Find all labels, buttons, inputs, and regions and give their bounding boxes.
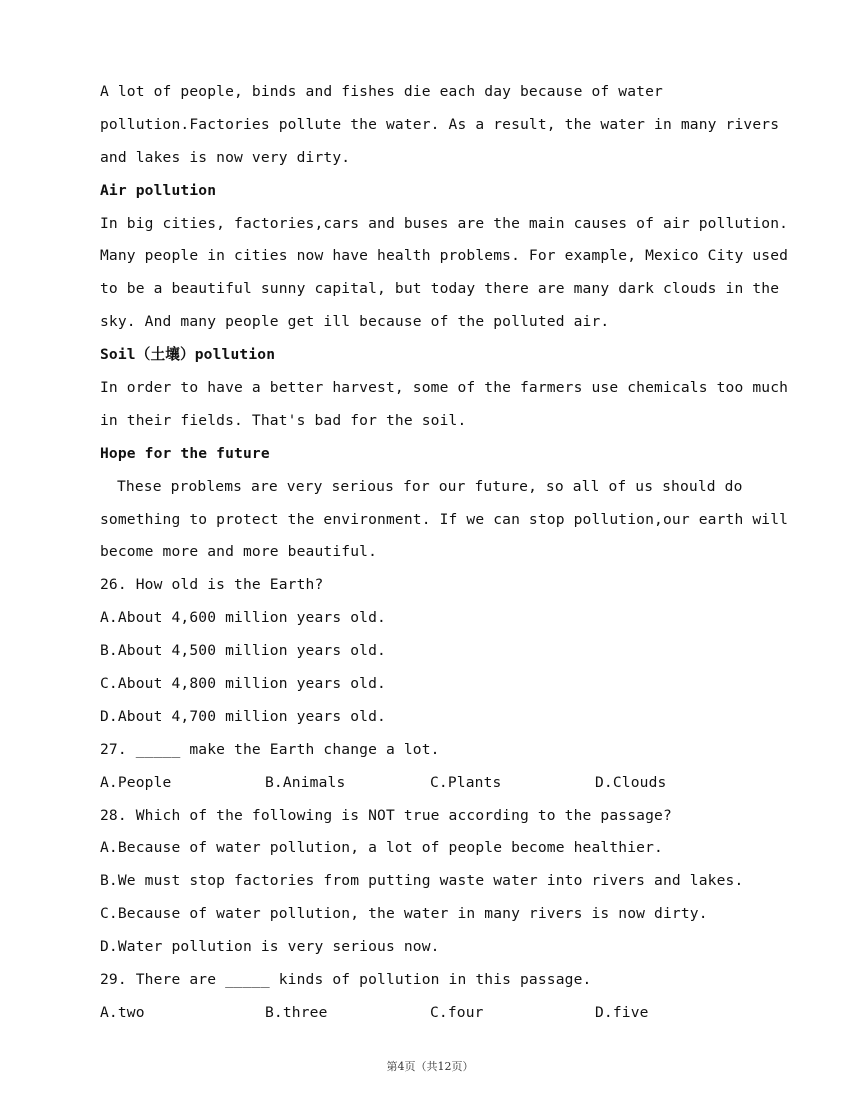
water-pollution-line: pollution.Factories pollute the water. As a result, the water in many rivers	[100, 115, 780, 133]
question-28-option: A.Because of water pollution, a lot of people become healthier.	[100, 839, 663, 857]
question-29-options	[100, 997, 760, 1030]
question-29-option: A.two	[100, 1003, 145, 1021]
question-27-option: A.People	[100, 773, 172, 791]
soil-pollution-heading: Soil（土壤）pollution	[100, 346, 276, 364]
document-content	[100, 76, 789, 1030]
air-pollution-line: Many people in cities now have health problems. For example, Mexico City used	[100, 247, 789, 265]
air-pollution-line: to be a beautiful sunny capital, but today there are many dark clouds in the	[100, 280, 780, 298]
air-pollution-heading: Air pollution	[100, 181, 217, 199]
water-pollution-line: and lakes is now very dirty.	[100, 148, 351, 166]
question-27-option: C.Plants	[430, 773, 502, 791]
question-27-stem: 27. _____ make the Earth change a lot.	[100, 740, 440, 758]
air-pollution-line: In big cities, factories,cars and buses are the main causes of air pollution.	[100, 214, 789, 232]
hope-line: become more and more beautiful.	[100, 543, 378, 561]
question-28-stem: 28. Which of the following is NOT true according to the passage?	[100, 806, 672, 824]
question-27-option: B.Animals	[265, 773, 346, 791]
question-27-option: D.Clouds	[595, 773, 667, 791]
water-pollution-line: A lot of people, binds and fishes die each day because of water	[100, 83, 663, 100]
question-27-options	[100, 767, 760, 800]
question-26-stem: 26. How old is the Earth?	[100, 576, 324, 594]
question-29-stem: 29. There are _____ kinds of pollution in this passage.	[100, 971, 592, 989]
question-28-option: B.We must stop factories from putting waste water into rivers and lakes.	[100, 872, 744, 890]
hope-line: something to protect the environment. If we can stop pollution,our earth will	[100, 510, 789, 528]
question-26-option: B.About 4,500 million years old.	[100, 642, 386, 660]
question-28-option: D.Water pollution is very serious now.	[100, 938, 440, 956]
question-26-option: C.About 4,800 million years old.	[100, 675, 386, 693]
page-number-footer: 第4页（共12页）	[386, 1060, 474, 1073]
soil-pollution-line: in their fields. That's bad for the soil.	[100, 411, 467, 429]
question-29-option: C.four	[430, 1003, 484, 1021]
question-26-option: A.About 4,600 million years old.	[100, 609, 386, 627]
question-28-option: C.Because of water pollution, the water in many rivers is now dirty.	[100, 905, 708, 923]
question-29-option: D.five	[595, 1003, 649, 1021]
question-26-option: D.About 4,700 million years old.	[100, 707, 386, 725]
air-pollution-line: sky. And many people get ill because of the polluted air.	[100, 313, 610, 331]
hope-heading: Hope for the future	[100, 444, 270, 462]
question-29-option: B.three	[265, 1003, 328, 1021]
hope-line: These problems are very serious for our future, so all of us should do	[117, 477, 743, 495]
soil-pollution-line: In order to have a better harvest, some of the farmers use chemicals too much	[100, 379, 789, 397]
